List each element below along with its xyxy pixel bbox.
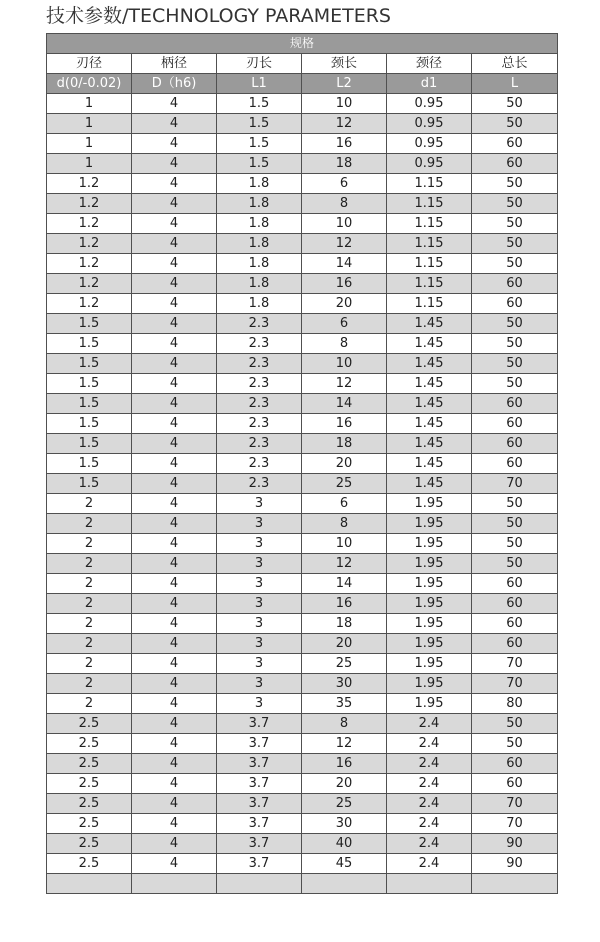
table-cell: 2 [47, 514, 132, 534]
column-header: 总长 [472, 54, 558, 74]
table-cell: 1 [47, 154, 132, 174]
table-cell: 1.45 [387, 394, 472, 414]
table-cell: 3 [217, 494, 302, 514]
table-cell: 1.8 [217, 234, 302, 254]
table-cell: 16 [302, 274, 387, 294]
table-cell: 1.15 [387, 194, 472, 214]
parameters-table-body [47, 34, 558, 894]
table-cell: 4 [132, 414, 217, 434]
table-cell: 35 [302, 694, 387, 714]
table-cell: 1.5 [47, 454, 132, 474]
empty-cell [472, 874, 558, 894]
table-cell: 30 [302, 814, 387, 834]
table-row [47, 854, 558, 874]
table-cell: 60 [472, 634, 558, 654]
table-cell: 1.5 [47, 394, 132, 414]
table-cell: 4 [132, 654, 217, 674]
table-cell: 1.15 [387, 174, 472, 194]
table-cell: 70 [472, 814, 558, 834]
table-row [47, 554, 558, 574]
table-cell: 1.95 [387, 614, 472, 634]
table-cell: 6 [302, 174, 387, 194]
table-cell: 60 [472, 394, 558, 414]
table-cell: 16 [302, 414, 387, 434]
table-cell: 60 [472, 294, 558, 314]
table-cell: 0.95 [387, 134, 472, 154]
table-cell: 1.8 [217, 294, 302, 314]
table-cell: 3 [217, 554, 302, 574]
table-cell: 1 [47, 94, 132, 114]
table-cell: 1.95 [387, 654, 472, 674]
table-cell: 2.3 [217, 474, 302, 494]
table-cell: 50 [472, 534, 558, 554]
table-cell: 25 [302, 474, 387, 494]
table-cell: 25 [302, 654, 387, 674]
table-cell: 70 [472, 474, 558, 494]
table-cell: 12 [302, 234, 387, 254]
table-cell: 60 [472, 614, 558, 634]
table-cell: 14 [302, 254, 387, 274]
table-cell: 60 [472, 134, 558, 154]
table-cell: 2 [47, 634, 132, 654]
table-cell: 4 [132, 594, 217, 614]
table-cell: 6 [302, 494, 387, 514]
table-row [47, 374, 558, 394]
table-cell: 8 [302, 514, 387, 534]
table-row [47, 94, 558, 114]
table-row [47, 334, 558, 354]
table-cell: 1.5 [217, 114, 302, 134]
symbol-header: D（h6) [132, 74, 217, 94]
table-cell: 1.5 [47, 414, 132, 434]
table-row [47, 254, 558, 274]
table-cell: 1.95 [387, 574, 472, 594]
table-cell: 50 [472, 354, 558, 374]
table-cell: 1.8 [217, 174, 302, 194]
table-cell: 50 [472, 374, 558, 394]
table-cell: 1.2 [47, 174, 132, 194]
table-cell: 1.95 [387, 594, 472, 614]
table-cell: 2.4 [387, 714, 472, 734]
table-cell: 90 [472, 834, 558, 854]
page-title: 技术参数/TECHNOLOGY PARAMETERS [46, 5, 391, 27]
table-cell: 1.8 [217, 194, 302, 214]
table-cell: 60 [472, 594, 558, 614]
table-cell: 50 [472, 334, 558, 354]
table-cell: 60 [472, 454, 558, 474]
table-cell: 1.2 [47, 234, 132, 254]
table-cell: 70 [472, 674, 558, 694]
table-cell: 2 [47, 654, 132, 674]
table-cell: 1.5 [47, 374, 132, 394]
table-cell: 1.2 [47, 194, 132, 214]
table-cell: 3.7 [217, 854, 302, 874]
table-cell: 3 [217, 534, 302, 554]
table-cell: 4 [132, 174, 217, 194]
table-row [47, 534, 558, 554]
table-cell: 12 [302, 734, 387, 754]
table-cell: 3 [217, 614, 302, 634]
table-cell: 2.5 [47, 814, 132, 834]
table-cell: 60 [472, 574, 558, 594]
symbol-header: d1 [387, 74, 472, 94]
table-cell: 0.95 [387, 114, 472, 134]
table-row [47, 514, 558, 534]
table-cell: 18 [302, 154, 387, 174]
table-cell: 1.15 [387, 294, 472, 314]
table-cell: 1.5 [47, 354, 132, 374]
column-header: 颈径 [387, 54, 472, 74]
empty-cell [47, 874, 132, 894]
table-cell: 4 [132, 394, 217, 414]
table-cell: 50 [472, 514, 558, 534]
table-cell: 50 [472, 734, 558, 754]
column-header: 柄径 [132, 54, 217, 74]
table-cell: 10 [302, 214, 387, 234]
table-cell: 4 [132, 274, 217, 294]
table-cell: 1.15 [387, 274, 472, 294]
table-cell: 4 [132, 214, 217, 234]
table-cell: 4 [132, 234, 217, 254]
column-header-row [47, 54, 558, 74]
table-cell: 1.15 [387, 214, 472, 234]
table-row [47, 694, 558, 714]
table-cell: 50 [472, 494, 558, 514]
table-row [47, 834, 558, 854]
table-cell: 4 [132, 254, 217, 274]
table-cell: 1.5 [47, 314, 132, 334]
table-cell: 4 [132, 194, 217, 214]
table-cell: 4 [132, 534, 217, 554]
table-cell: 60 [472, 154, 558, 174]
table-cell: 1.45 [387, 414, 472, 434]
table-cell: 2.3 [217, 334, 302, 354]
table-cell: 12 [302, 374, 387, 394]
table-cell: 1.45 [387, 474, 472, 494]
table-cell: 50 [472, 94, 558, 114]
table-cell: 4 [132, 814, 217, 834]
table-row [47, 194, 558, 214]
table-cell: 4 [132, 614, 217, 634]
table-cell: 14 [302, 394, 387, 414]
table-cell: 50 [472, 194, 558, 214]
table-cell: 1.45 [387, 334, 472, 354]
table-cell: 4 [132, 454, 217, 474]
table-cell: 80 [472, 694, 558, 714]
table-cell: 2.5 [47, 754, 132, 774]
table-cell: 3 [217, 654, 302, 674]
table-row [47, 454, 558, 474]
table-row [47, 614, 558, 634]
table-row [47, 674, 558, 694]
table-cell: 1.45 [387, 454, 472, 474]
table-cell: 50 [472, 114, 558, 134]
table-cell: 3.7 [217, 714, 302, 734]
table-cell: 10 [302, 94, 387, 114]
table-cell: 16 [302, 754, 387, 774]
table-cell: 4 [132, 114, 217, 134]
table-row [47, 754, 558, 774]
group-header-row [47, 34, 558, 54]
table-cell: 2.3 [217, 394, 302, 414]
table-cell: 1.95 [387, 494, 472, 514]
table-cell: 18 [302, 434, 387, 454]
table-cell: 8 [302, 194, 387, 214]
table-cell: 4 [132, 554, 217, 574]
table-cell: 4 [132, 574, 217, 594]
table-cell: 50 [472, 714, 558, 734]
table-cell: 70 [472, 654, 558, 674]
table-cell: 25 [302, 794, 387, 814]
table-cell: 1.95 [387, 694, 472, 714]
empty-row [47, 874, 558, 894]
table-row [47, 634, 558, 654]
table-cell: 30 [302, 674, 387, 694]
table-row [47, 474, 558, 494]
table-cell: 70 [472, 794, 558, 814]
table-cell: 2.4 [387, 794, 472, 814]
table-cell: 2.4 [387, 854, 472, 874]
table-cell: 4 [132, 494, 217, 514]
table-cell: 1 [47, 134, 132, 154]
table-row [47, 414, 558, 434]
table-cell: 12 [302, 554, 387, 574]
empty-cell [302, 874, 387, 894]
table-row [47, 494, 558, 514]
table-cell: 3.7 [217, 834, 302, 854]
table-row [47, 394, 558, 414]
table-cell: 4 [132, 474, 217, 494]
table-row [47, 174, 558, 194]
table-cell: 4 [132, 134, 217, 154]
table-cell: 3.7 [217, 774, 302, 794]
table-cell: 1.45 [387, 434, 472, 454]
table-cell: 2.4 [387, 774, 472, 794]
table-row [47, 154, 558, 174]
table-cell: 14 [302, 574, 387, 594]
table-row [47, 734, 558, 754]
table-row [47, 794, 558, 814]
table-cell: 90 [472, 854, 558, 874]
parameters-table [46, 33, 558, 894]
table-cell: 4 [132, 734, 217, 754]
table-cell: 2.5 [47, 834, 132, 854]
table-cell: 2.5 [47, 734, 132, 754]
empty-cell [387, 874, 472, 894]
table-cell: 3 [217, 574, 302, 594]
table-row [47, 354, 558, 374]
table-cell: 2.3 [217, 454, 302, 474]
table-cell: 2 [47, 554, 132, 574]
table-cell: 3 [217, 694, 302, 714]
table-cell: 10 [302, 354, 387, 374]
table-cell: 2 [47, 674, 132, 694]
table-cell: 3 [217, 674, 302, 694]
table-cell: 3.7 [217, 814, 302, 834]
table-cell: 2.4 [387, 734, 472, 754]
table-cell: 1.2 [47, 274, 132, 294]
table-cell: 1.45 [387, 354, 472, 374]
table-cell: 50 [472, 554, 558, 574]
table-cell: 60 [472, 754, 558, 774]
table-cell: 1.15 [387, 254, 472, 274]
table-row [47, 594, 558, 614]
table-cell: 45 [302, 854, 387, 874]
table-cell: 2 [47, 494, 132, 514]
table-row [47, 814, 558, 834]
table-cell: 4 [132, 714, 217, 734]
table-cell: 4 [132, 794, 217, 814]
table-cell: 40 [302, 834, 387, 854]
table-cell: 60 [472, 274, 558, 294]
table-row [47, 314, 558, 334]
table-cell: 3 [217, 514, 302, 534]
table-cell: 4 [132, 754, 217, 774]
table-cell: 2.3 [217, 434, 302, 454]
column-header: 刃径 [47, 54, 132, 74]
table-cell: 2 [47, 614, 132, 634]
table-cell: 1.8 [217, 254, 302, 274]
symbol-header: d(0/-0.02) [47, 74, 132, 94]
table-cell: 1.5 [217, 94, 302, 114]
table-row [47, 234, 558, 254]
table-cell: 20 [302, 634, 387, 654]
table-cell: 2.4 [387, 754, 472, 774]
table-cell: 18 [302, 614, 387, 634]
table-cell: 4 [132, 294, 217, 314]
table-cell: 1.45 [387, 374, 472, 394]
table-cell: 1.8 [217, 274, 302, 294]
table-cell: 50 [472, 174, 558, 194]
symbol-header: L1 [217, 74, 302, 94]
table-cell: 4 [132, 854, 217, 874]
table-cell: 1.5 [217, 154, 302, 174]
table-cell: 10 [302, 534, 387, 554]
table-cell: 50 [472, 214, 558, 234]
table-cell: 4 [132, 834, 217, 854]
symbol-header: L [472, 74, 558, 94]
table-cell: 1.95 [387, 674, 472, 694]
table-cell: 2.5 [47, 854, 132, 874]
table-row [47, 774, 558, 794]
table-cell: 60 [472, 774, 558, 794]
table-cell: 50 [472, 234, 558, 254]
table-cell: 2.5 [47, 714, 132, 734]
table-cell: 2 [47, 574, 132, 594]
table-cell: 20 [302, 294, 387, 314]
empty-cell [132, 874, 217, 894]
table-cell: 20 [302, 454, 387, 474]
table-cell: 2 [47, 694, 132, 714]
table-cell: 1.95 [387, 534, 472, 554]
table-row [47, 214, 558, 234]
table-row [47, 294, 558, 314]
table-cell: 3 [217, 594, 302, 614]
table-row [47, 574, 558, 594]
table-cell: 8 [302, 714, 387, 734]
table-cell: 1.15 [387, 234, 472, 254]
table-cell: 3.7 [217, 794, 302, 814]
table-cell: 4 [132, 434, 217, 454]
table-cell: 16 [302, 134, 387, 154]
table-cell: 60 [472, 414, 558, 434]
table-cell: 4 [132, 674, 217, 694]
table-cell: 4 [132, 314, 217, 334]
table-cell: 50 [472, 314, 558, 334]
table-cell: 2.3 [217, 414, 302, 434]
table-cell: 6 [302, 314, 387, 334]
table-cell: 1.2 [47, 254, 132, 274]
table-cell: 1.5 [47, 474, 132, 494]
table-cell: 4 [132, 354, 217, 374]
symbol-header: L2 [302, 74, 387, 94]
table-cell: 1.95 [387, 554, 472, 574]
table-row [47, 714, 558, 734]
table-cell: 2 [47, 594, 132, 614]
table-cell: 4 [132, 94, 217, 114]
table-cell: 2.3 [217, 314, 302, 334]
table-cell: 0.95 [387, 94, 472, 114]
table-cell: 2.3 [217, 354, 302, 374]
table-cell: 4 [132, 514, 217, 534]
table-cell: 1.5 [217, 134, 302, 154]
table-cell: 1.95 [387, 514, 472, 534]
table-cell: 1.5 [47, 334, 132, 354]
table-cell: 2.5 [47, 774, 132, 794]
table-cell: 3.7 [217, 754, 302, 774]
table-cell: 4 [132, 154, 217, 174]
table-row [47, 654, 558, 674]
group-header-cell: 规格 [47, 34, 558, 54]
table-cell: 12 [302, 114, 387, 134]
table-cell: 4 [132, 334, 217, 354]
table-cell: 20 [302, 774, 387, 794]
empty-cell [217, 874, 302, 894]
symbol-header-row [47, 74, 558, 94]
column-header: 刃长 [217, 54, 302, 74]
table-cell: 3.7 [217, 734, 302, 754]
table-cell: 3 [217, 634, 302, 654]
table-cell: 2 [47, 534, 132, 554]
table-cell: 2.4 [387, 834, 472, 854]
table-cell: 50 [472, 254, 558, 274]
table-cell: 4 [132, 374, 217, 394]
table-cell: 1.2 [47, 294, 132, 314]
table-cell: 16 [302, 594, 387, 614]
table-cell: 1.5 [47, 434, 132, 454]
table-cell: 1.95 [387, 634, 472, 654]
table-cell: 2.4 [387, 814, 472, 834]
table-cell: 4 [132, 774, 217, 794]
table-cell: 0.95 [387, 154, 472, 174]
table-cell: 1.45 [387, 314, 472, 334]
table-row [47, 134, 558, 154]
table-row [47, 114, 558, 134]
table-cell: 2.3 [217, 374, 302, 394]
column-header: 颈长 [302, 54, 387, 74]
table-cell: 60 [472, 434, 558, 454]
table-cell: 8 [302, 334, 387, 354]
table-cell: 1 [47, 114, 132, 134]
table-row [47, 274, 558, 294]
table-cell: 1.2 [47, 214, 132, 234]
table-cell: 2.5 [47, 794, 132, 814]
table-row [47, 434, 558, 454]
table-cell: 1.8 [217, 214, 302, 234]
table-cell: 4 [132, 694, 217, 714]
table-cell: 4 [132, 634, 217, 654]
